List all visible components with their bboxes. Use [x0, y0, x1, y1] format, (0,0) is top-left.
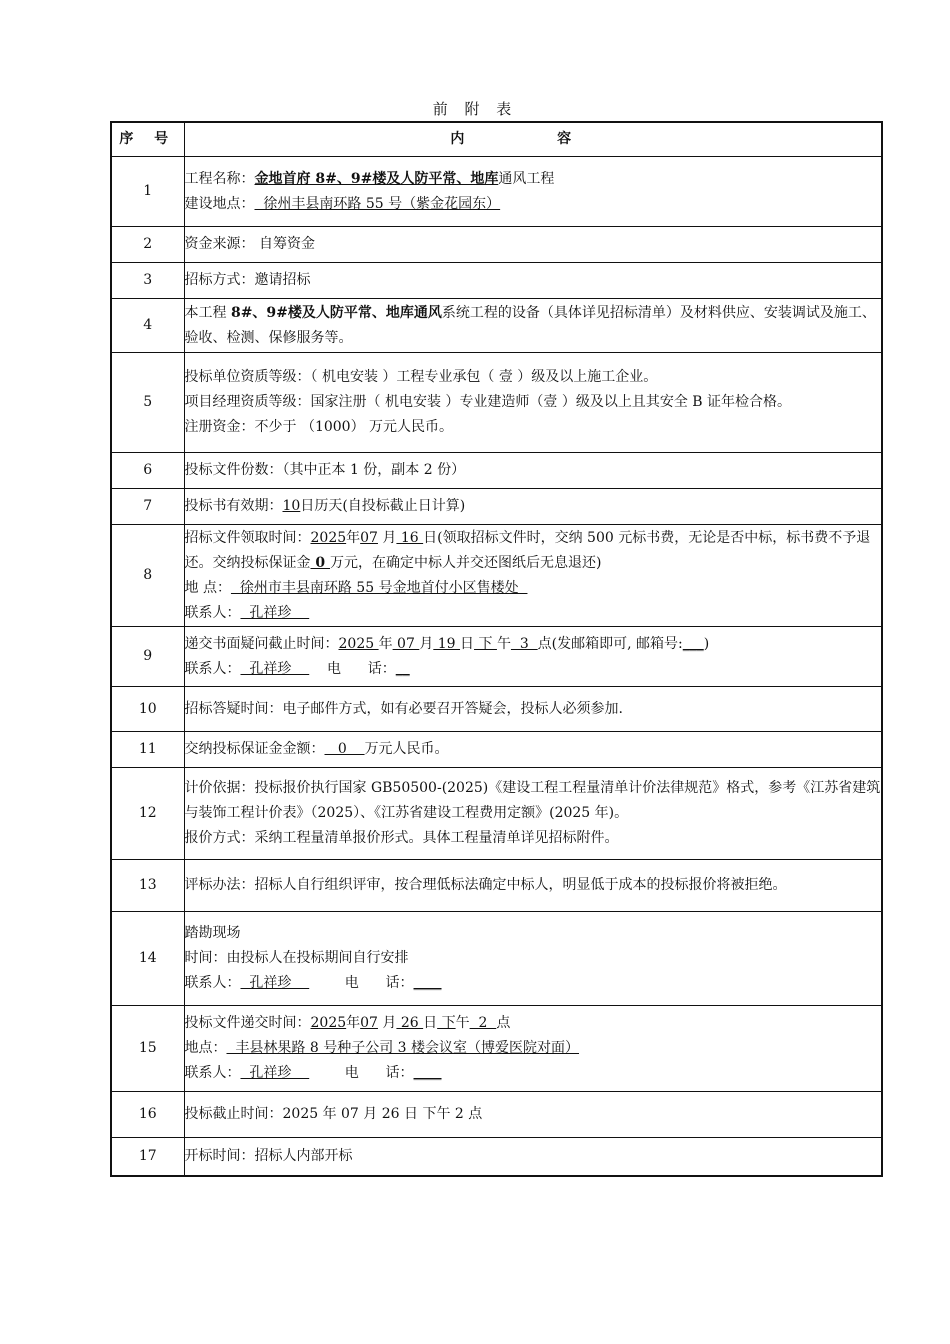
pricing-basis: 计价依据：投标报价执行国家 GB50500-(2025)《建设工程工程量清单计价法律规范》格式，参考《江苏省建筑与装饰工程计价表》（2025）、《江苏省建设工程费用定额》(2025 年)。 — [184, 780, 881, 821]
phone-blank: ____ — [413, 1065, 442, 1081]
row-number: 1 — [111, 157, 184, 227]
row-number: 9 — [111, 627, 184, 687]
contact-name: 孔祥珍 — [240, 975, 310, 991]
deadline-label: 递交书面疑问截止时间： — [184, 635, 339, 652]
scope-bold: 8#、9#楼及人防平常、地库通风 — [230, 304, 442, 321]
row-number: 14 — [111, 912, 184, 1006]
deposit-row — [184, 732, 882, 768]
site-label: 建设地点： — [184, 195, 255, 212]
manager-qualification: 项目经理资质等级：国家注册（ 机电安装 ）专业建造师（壹 ）级及以上且其安全 B 证年检合格。 — [184, 394, 792, 410]
deadline-hour: 3 — [510, 635, 538, 652]
text-month: 月 — [419, 635, 434, 652]
table-row — [111, 912, 882, 1006]
text-year: 年 — [346, 1015, 361, 1031]
text-year: 年 — [346, 529, 361, 546]
row-number: 13 — [111, 860, 184, 912]
pickup-day: 16 — [396, 529, 424, 546]
table-row — [111, 453, 882, 489]
page-title: 前 附 表 — [432, 100, 518, 118]
submission-place-line — [185, 1036, 882, 1061]
email-blank: ___ — [682, 635, 704, 652]
table-row — [111, 263, 882, 299]
phone-blank: ____ — [413, 975, 442, 991]
row-number: 7 — [111, 489, 184, 525]
submission-ampm: 下 — [437, 1015, 456, 1031]
row-content — [184, 627, 882, 687]
phone-label: 电 话： — [309, 660, 396, 677]
submission-day: 26 — [396, 1015, 424, 1031]
table-row — [111, 489, 882, 525]
deposit-value: 0 — [324, 741, 365, 757]
table-row — [111, 732, 882, 768]
bid-deadline: 投标截止时间：2025 年 07 月 26 日 下午 2 点 — [184, 1092, 882, 1138]
contact-name: 孔祥珍 — [240, 1065, 310, 1081]
validity-label: 投标书有效期： — [184, 498, 283, 514]
row-number: 8 — [111, 525, 184, 627]
submission-label: 投标文件递交时间： — [184, 1015, 311, 1031]
document-pickup — [185, 526, 882, 576]
project-name-line — [185, 167, 882, 192]
row-content — [184, 1006, 882, 1092]
qa-time: 招标答疑时间：电子邮件方式，如有必要召开答疑会，投标人必须参加. — [184, 687, 882, 732]
phone-label: 电 话： — [309, 975, 414, 991]
pickup-text: 日(领取招标文件时，交纳 500 元标书费，无论是否中标，标书费不予退还。交纳投标保证金 — [184, 529, 871, 571]
table-row — [111, 860, 882, 912]
row-number: 11 — [111, 732, 184, 768]
row-number: 4 — [111, 299, 184, 353]
site-visit-time: 时间：由投标人在投标期间自行安排 — [184, 950, 409, 966]
table-row — [111, 627, 882, 687]
contact-line — [185, 657, 882, 682]
project-scope — [184, 299, 882, 353]
site-line — [185, 192, 882, 217]
validity-days: 10 — [282, 498, 301, 514]
evaluation-method: 评标办法：招标人自行组织评审，按合理低标法确定中标人，明显低于成本的投标报价将被拒绝。 — [184, 860, 882, 912]
row-content — [184, 157, 882, 227]
submission-time — [185, 1011, 882, 1036]
text-noon: 午 — [455, 1015, 470, 1031]
header-serial: 序 号 — [111, 122, 184, 157]
deadline-year: 2025 — [338, 635, 379, 652]
contact-name: 孔祥珍 — [240, 604, 310, 621]
pickup-year: 2025 — [310, 529, 347, 546]
text-noon: 午 — [496, 635, 511, 652]
row-content — [184, 353, 882, 453]
project-name-value: 金地首府 8#、9#楼及人防平常、地库 — [254, 170, 499, 187]
contact-line — [185, 1061, 882, 1086]
bid-method: 招标方式：邀请招标 — [184, 263, 882, 299]
validity-tail: 日历天(自投标截止日计算) — [300, 498, 466, 514]
contact-name: 孔祥珍 — [240, 660, 310, 677]
text-month: 月 — [377, 1015, 397, 1031]
text-hour: 点 — [496, 1015, 511, 1031]
project-name-label: 工程名称： — [184, 170, 255, 187]
phone-label: 电 话： — [309, 1065, 414, 1081]
row-content — [184, 525, 882, 627]
contact-label: 联系人： — [184, 604, 241, 621]
deadline-day: 19 — [433, 635, 461, 652]
pickup-place-line — [185, 576, 882, 601]
deposit-label: 交纳投标保证金金额： — [184, 741, 325, 757]
text-month: 月 — [377, 529, 397, 546]
row-number: 2 — [111, 227, 184, 263]
site-visit-title: 踏勘现场 — [184, 925, 241, 941]
close-paren: ) — [703, 635, 710, 652]
row-number: 17 — [111, 1138, 184, 1176]
pickup-label: 招标文件领取时间： — [184, 529, 311, 546]
contact-line — [185, 601, 882, 626]
table-row — [111, 157, 882, 227]
text-year: 年 — [378, 635, 393, 652]
row-number: 5 — [111, 353, 184, 453]
document-copies: 投标文件份数：（其中正本 1 份，副本 2 份） — [184, 453, 882, 489]
pricing-method: 报价方式：采纳工程量清单报价形式。具体工程量清单详见招标附件。 — [184, 830, 619, 846]
deadline-ampm: 下 — [474, 635, 497, 652]
table-header-row — [111, 122, 882, 157]
row-number: 3 — [111, 263, 184, 299]
text-day: 日 — [460, 635, 475, 652]
opening-time: 开标时间：招标人内部开标 — [184, 1138, 882, 1176]
place-label: 地点： — [184, 1040, 227, 1056]
place-value: 丰县林果路 8 号种子公司 3 楼会议室（博爱医院对面） — [226, 1040, 580, 1056]
row-number: 16 — [111, 1092, 184, 1138]
bidder-qualification: 投标单位资质等级：（ 机电安装 ）工程专业承包（ 壹 ）级及以上施工企业。 — [184, 369, 658, 385]
row-number: 10 — [111, 687, 184, 732]
bid-validity — [184, 489, 882, 525]
question-deadline — [185, 632, 882, 657]
table-row — [111, 687, 882, 732]
row-number: 15 — [111, 1006, 184, 1092]
table-row — [111, 299, 882, 353]
row-content — [184, 768, 882, 860]
site-value: 徐州丰县南环路 55 号（紫金花园东） — [254, 195, 501, 212]
row-number: 6 — [111, 453, 184, 489]
email-label: 点(发邮箱即可, 邮箱号: — [537, 635, 683, 652]
table-row — [111, 1092, 882, 1138]
header-content: 内 容 — [184, 122, 882, 157]
submission-hour: 2 — [469, 1015, 497, 1031]
phone-blank: __ — [395, 660, 410, 677]
place-label: 地 点： — [184, 579, 231, 596]
place-value: 徐州市丰县南环路 55 号金地首付小区售楼处 — [230, 579, 528, 596]
table-row — [111, 227, 882, 263]
pickup-month: 07 — [360, 529, 378, 546]
deposit-text: 万元，在确定中标人并交还图纸后无息退还) — [330, 554, 602, 571]
table-row — [111, 353, 882, 453]
row-number: 12 — [111, 768, 184, 860]
deadline-month: 07 — [392, 635, 420, 652]
contact-label: 联系人： — [184, 975, 241, 991]
submission-year: 2025 — [310, 1015, 347, 1031]
fund-source: 资金来源： 自筹资金 — [184, 227, 882, 263]
contact-label: 联系人： — [184, 660, 241, 677]
table-row — [111, 525, 882, 627]
registered-capital: 注册资金：不少于 （1000） 万元人民币。 — [184, 419, 454, 435]
submission-month: 07 — [360, 1015, 378, 1031]
row-content — [184, 912, 882, 1006]
text-day: 日 — [423, 1015, 438, 1031]
contact-label: 联系人： — [184, 1065, 241, 1081]
scope-prefix: 本工程 — [184, 304, 231, 321]
contact-line — [185, 971, 882, 996]
deposit-unit: 万元人民币。 — [364, 741, 449, 757]
table-row — [111, 1006, 882, 1092]
table-row — [111, 1138, 882, 1176]
scope-text: 系统工程的设备（具体详见招标清单）及材料供应、安装调试及施工、验收、检测、保修服务等。 — [184, 304, 876, 346]
deposit-amount: 0 — [310, 554, 330, 571]
table-row — [111, 768, 882, 860]
bid-info-table — [110, 121, 883, 1177]
project-name-tail: 通风工程 — [498, 170, 555, 187]
